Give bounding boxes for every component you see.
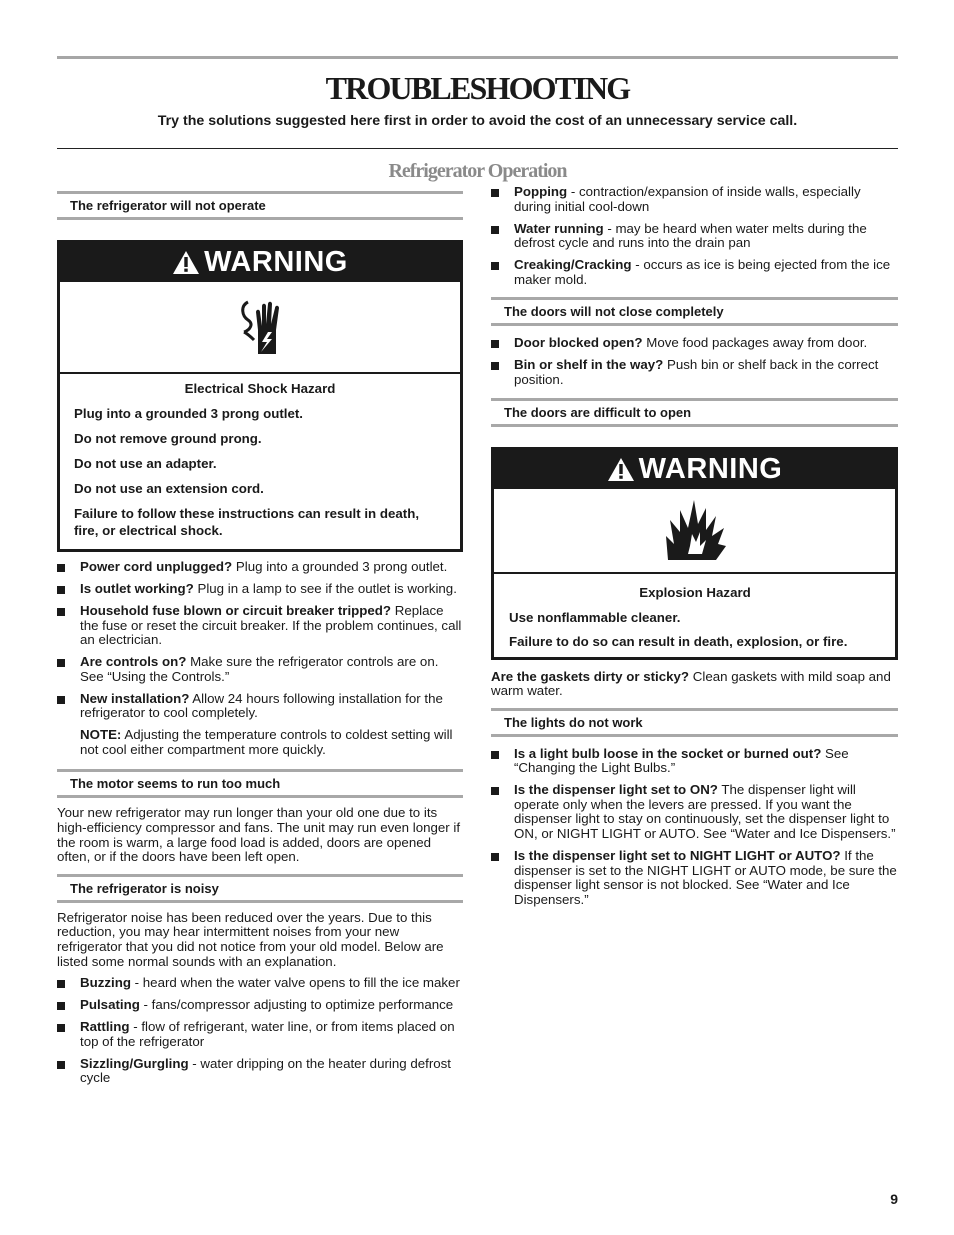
item-answer: Plug in a lamp to see if the outlet is working. (193, 580, 457, 596)
warning-label: WARNING (204, 246, 348, 279)
item-desc: - contraction/expansion of inside walls, especially during initial cool-down (514, 184, 861, 214)
warning-label: WARNING (638, 452, 783, 485)
top-rule (57, 56, 898, 59)
item-answer: Move food packages away from door. (642, 335, 868, 351)
list-item (491, 849, 898, 907)
item-answer: The dispenser light will operate only when the levers are pressed. If you want the dispenser light to stay on continuously, set the dispenser light to ON, or NIGHT LIGHT or AUTO. See “Water and Ice Dispensers.” (514, 782, 896, 842)
heading-noisy: The refrigerator is noisy (57, 874, 463, 903)
page-subtitle: Try the solutions suggested here first in order to avoid the cost of an unnecessary service call. (157, 113, 798, 129)
list-item (491, 222, 898, 251)
item-term: Popping (514, 184, 568, 199)
item-question: Is the dispenser light set to NIGHT LIGHT or AUTO? (514, 848, 841, 864)
explosion-warning-box (491, 447, 898, 660)
list-item (57, 1057, 463, 1086)
electrical-warning-box (57, 240, 463, 552)
hazard-title: Electrical Shock Hazard (184, 381, 336, 396)
item-question: Door blocked open? (514, 335, 643, 351)
warning-line: Do not use an adapter. (74, 456, 217, 471)
motor-text: Your new refrigerator may run longer than your old one due to its high-efficiency compressor and fans. The unit may run even longer if the room is warm, a large food load is added, doors are opened often, or if the doors have been left open. (57, 805, 461, 865)
item-answer: Replace the fuse or reset the circuit breaker. If the problem continues, call an electrician. (80, 602, 462, 648)
list-item (57, 1020, 463, 1049)
item-desc: - may be heard when water melts during the defrost cycle and runs into the drain pan (514, 220, 867, 251)
warning-line: Failure to do so can result in death, explosion, or fire. (509, 633, 848, 649)
item-question: Is a light bulb loose in the socket or burned out? (514, 745, 822, 761)
item-desc: - heard when the water valve opens to fill the ice maker (130, 975, 460, 991)
heading-motor: The motor seems to run too much (57, 769, 463, 798)
list-item (57, 582, 463, 597)
heading-doors-close: The doors will not close completely (491, 297, 898, 326)
item-question: Is outlet working? (80, 580, 194, 596)
item-answer: Push bin or shelf back in the correct position. (514, 357, 879, 387)
hazard-title: Explosion Hazard (639, 584, 751, 600)
item-question: Power cord unplugged? (80, 559, 233, 574)
operate-checklist (57, 560, 463, 721)
item-question: Are controls on? (80, 654, 187, 670)
warning-line: Do not use an extension cord. (74, 481, 264, 496)
page-title: TROUBLESHOOTING (325, 70, 630, 106)
item-term: Buzzing (80, 975, 131, 991)
list-item (491, 747, 898, 776)
item-question: Bin or shelf in the way? (514, 357, 664, 373)
item-answer: If the dispenser is set to the NIGHT LIGHT or AUTO mode, be sure the dispenser light sensor is not blocked. See “Water and Ice Dispensers.” (514, 848, 897, 907)
warning-line: Use nonflammable cleaner. (509, 609, 681, 625)
warning-banner (60, 243, 460, 282)
list-item (491, 358, 898, 387)
warning-line: Do not remove ground prong. (74, 431, 262, 446)
list-item (57, 560, 463, 575)
list-item (57, 604, 463, 648)
item-desc: - water dripping on the heater during defrost cycle (80, 1055, 451, 1086)
warning-banner (494, 450, 895, 489)
warning-line: Plug into a grounded 3 prong outlet. (74, 406, 303, 421)
heading-lights: The lights do not work (491, 708, 898, 737)
item-desc: - occurs as ice is being ejected from the ice maker mold. (514, 257, 891, 287)
item-term: Pulsating (80, 997, 140, 1013)
section-title: Refrigerator Operation (388, 160, 567, 182)
warning-line: Failure to follow these instructions can result in death, fire, or electrical shock. (74, 506, 420, 538)
list-item (57, 655, 463, 684)
item-question: New installation? (80, 690, 190, 706)
item-term: Water running (514, 220, 604, 236)
heading-doors-open: The doors are difficult to open (491, 398, 898, 427)
noise-list (57, 976, 463, 1086)
right-column (491, 185, 898, 915)
warning-triangle-icon (172, 250, 200, 275)
noisy-text: Refrigerator noise has been reduced over the years. Due to this reduction, you may hear intermittent noises from your new refrigerator that you did not notice from your old model. Below are listed some normal sounds with an explanation. (57, 909, 444, 969)
item-desc: - flow of refrigerant, water line, or from items placed on top of the refrigerator (80, 1019, 455, 1049)
lights-list (491, 747, 898, 908)
note-text: Adjusting the temperature controls to coldest setting will not cool either compartment more quickly. (80, 727, 453, 757)
warning-text (494, 574, 895, 656)
electrical-shock-icon (60, 282, 460, 374)
list-item (491, 185, 898, 214)
page-number: 9 (890, 1191, 898, 1207)
warning-text (60, 374, 460, 545)
list-item (491, 783, 898, 841)
list-item (57, 976, 463, 991)
explosion-icon (494, 489, 895, 574)
list-item (57, 998, 463, 1013)
item-question: Is the dispenser light set to ON? (514, 782, 718, 798)
gasket-text (491, 670, 898, 699)
item-answer: See “Changing the Light Bulbs.” (514, 745, 849, 776)
left-column (57, 190, 463, 1093)
item-answer: Make sure the refrigerator controls are on. See “Using the Controls.” (80, 654, 439, 684)
gasket-answer: Clean gaskets with mild soap and warm water. (491, 668, 891, 699)
list-item (491, 336, 898, 351)
item-term: Creaking/Cracking (514, 257, 632, 273)
item-term: Rattling (80, 1019, 130, 1035)
list-item (491, 258, 898, 287)
item-desc: - fans/compressor adjusting to optimize performance (139, 997, 454, 1013)
noise-list-continued (491, 185, 898, 287)
doors-close-list (491, 336, 898, 387)
heading-will-not-operate: The refrigerator will not operate (57, 191, 463, 220)
note (57, 728, 463, 757)
item-answer: Plug into a grounded 3 prong outlet. (232, 559, 448, 574)
warning-triangle-icon (607, 457, 635, 482)
item-term: Sizzling/Gurgling (80, 1055, 189, 1071)
note-label: NOTE: (80, 727, 122, 743)
item-answer: Allow 24 hours following installation for the refrigerator to cool completely. (80, 690, 443, 721)
section-rule (57, 148, 898, 149)
item-question: Household fuse blown or circuit breaker tripped? (80, 602, 392, 618)
gasket-question: Are the gaskets dirty or sticky? (491, 668, 690, 684)
list-item (57, 692, 463, 721)
